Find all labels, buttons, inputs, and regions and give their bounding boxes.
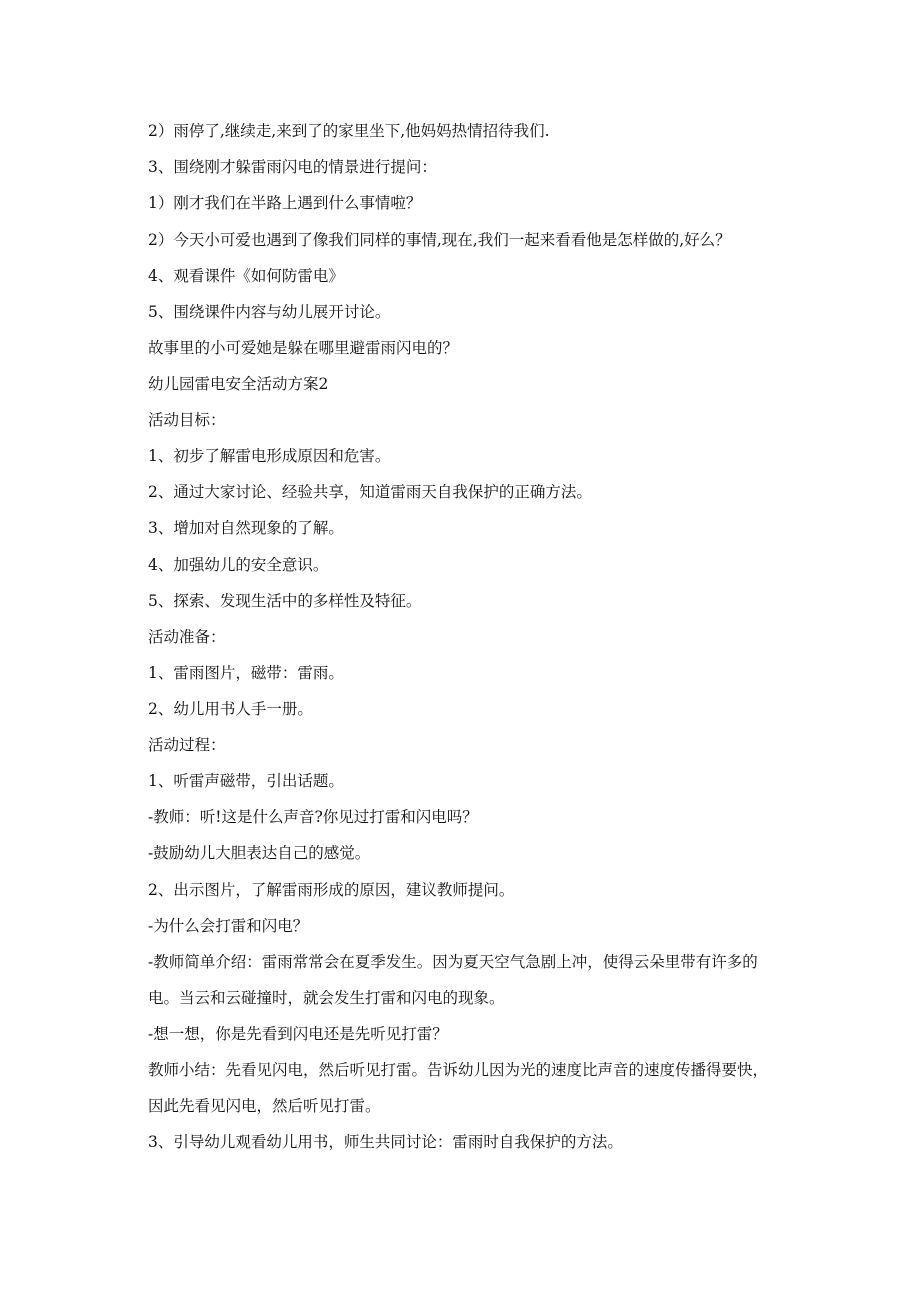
paragraph-line: 2、幼儿用书人手一册。 (148, 700, 313, 718)
paragraph-line: 4、加强幼儿的安全意识。 (148, 556, 329, 574)
section-heading: 幼儿园雷电安全活动方案2 (148, 375, 329, 393)
paragraph-line: 电。当云和云碰撞时，就会发生打雷和闪电的现象。 (148, 989, 505, 1007)
paragraph-line: 2、通过大家讨论、经验共享，知道雷雨天自我保护的正确方法。 (148, 483, 592, 501)
paragraph-line: 2）雨停了,继续走,来到了的家里坐下,他妈妈热情招待我们. (148, 122, 550, 140)
paragraph-line: 3、围绕刚才躲雷雨闪电的情景进行提问： (148, 158, 437, 176)
paragraph-line: 1、听雷声磁带，引出话题。 (148, 772, 344, 790)
paragraph-line: 3、引导幼儿观看幼儿用书，师生共同讨论：雷雨时自我保护的方法。 (148, 1133, 623, 1151)
paragraph-line: -教师：听!这是什么声音?你见过打雷和闪电吗？ (148, 808, 478, 826)
subheading: 活动目标： (148, 411, 226, 429)
paragraph-line: 故事里的小可爱她是躲在哪里避雷雨闪电的？ (148, 339, 459, 357)
paragraph-line: -教师简单介绍：雷雨常常会在夏季发生。因为夏天空气急剧上冲，使得云朵里带有许多的 (148, 953, 758, 971)
paragraph-line: 因此先看见闪电，然后听见打雷。 (148, 1097, 381, 1115)
paragraph-line: 5、围绕课件内容与幼儿展开讨论。 (148, 303, 391, 321)
paragraph-line: -鼓励幼儿大胆表达自己的感觉。 (148, 844, 371, 862)
subheading: 活动准备： (148, 628, 226, 646)
paragraph-line: 1、初步了解雷电形成原因和危害。 (148, 447, 391, 465)
paragraph-line: -想一想，你是先看到闪电还是先听见打雷？ (148, 1025, 448, 1043)
paragraph-line: 3、增加对自然现象的了解。 (148, 519, 344, 537)
paragraph-line: 5、探索、发现生活中的多样性及特征。 (148, 592, 422, 610)
paragraph-line: 2）今天小可爱也遇到了像我们同样的事情,现在,我们一起来看看他是怎样做的,好么？ (148, 231, 731, 249)
paragraph-line: 2、出示图片，了解雷雨形成的原因，建议教师提问。 (148, 881, 515, 899)
paragraph-line: -为什么会打雷和闪电？ (148, 917, 309, 935)
paragraph-line: 1、雷雨图片，磁带：雷雨。 (148, 664, 344, 682)
subheading: 活动过程： (148, 736, 226, 754)
paragraph-line: 1）刚才我们在半路上遇到什么事情啦？ (148, 194, 422, 212)
paragraph-line: 4、观看课件《如何防雷电》 (148, 267, 344, 285)
paragraph-line: 教师小结：先看见闪电，然后听见打雷。告诉幼儿因为光的速度比声音的速度传播得要快， (148, 1061, 769, 1079)
